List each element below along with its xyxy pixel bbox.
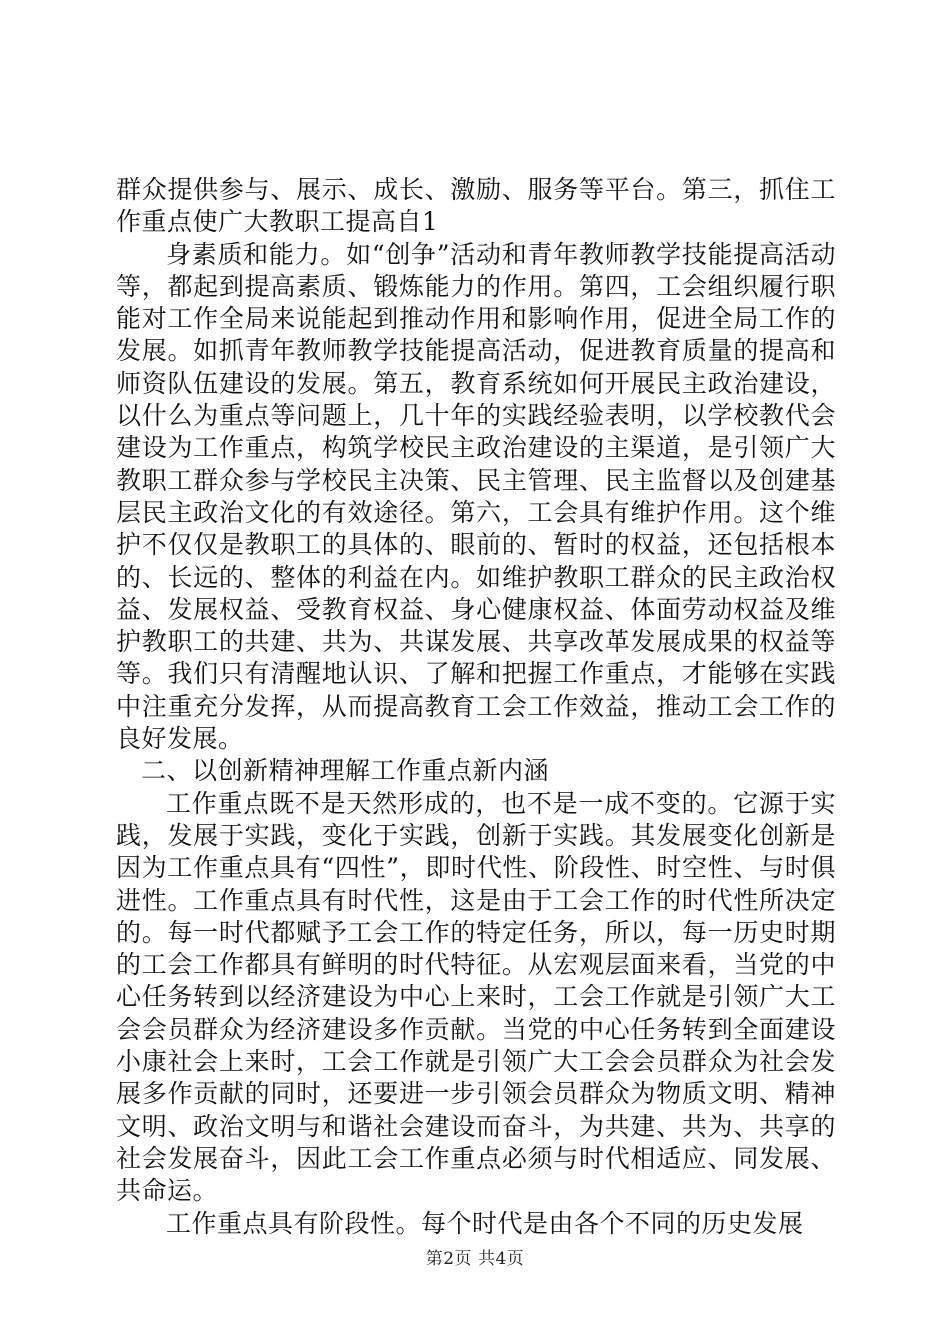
section-heading: 二、以创新精神理解工作重点新内涵 [141, 756, 550, 786]
paragraph-stage-nature: 工作重点具有阶段性。每个时代是由各个不同的历史发展 [166, 1208, 804, 1238]
paragraph-continuation: 群众提供参与、展示、成长、激励、服务等平台。第三，抓住工作重点使广大教职工提高自1 [116, 175, 836, 237]
page-number-footer: 第2页 共4页 [425, 1249, 525, 1269]
paragraph-work-focus-traits: 工作重点既不是天然形成的，也不是一成不变的。它源于实践，发展于实践，变化于实践，创新于实践。其发展变化创新是因为工作重点具有“四性”，即时代性、阶段性、时空性、与时俱进性。工作重点具有时代性，这是由于工会工作的时代性所决定的。每一时代都赋予工会工作的特定任务，所以，每一历史时期的工会工作都具有鲜明的时代特征。从宏观层面来看，当党的中心任务转到以经济建设为中心上来时，工会工作就是引领广大工会会员群众为经济建设多作贡献。当党的中心任务转到全面建设小康社会上来时，工会工作就是引领广大工会会员群众为社会发展多作贡献的同时，还要进一步引领会员群众为物质文明、精神文明、政治文明与和谐社会建设而奋斗，为共建、共为、共享的社会发展奋斗，因此工会工作重点必须与时代相适应、同发展、共命运。 [116, 788, 836, 1206]
document-body [116, 174, 836, 1240]
paragraph-union-roles: 身素质和能力。如“创争”活动和青年教师教学技能提高活动等，都起到提高素质、锻炼能力的作用。第四，工会组织履行职能对工作全局来说能起到推动作用和影响作用，促进全局工作的发展。如抓青年教师教学技能提高活动，促进教育质量的提高和师资队伍建设的发展。第五，教育系统如何开展民主政治建设，以什么为重点等问题上，几十年的实践经验表明，以学校教代会建设为工作重点，构筑学校民主政治建设的主渠道，是引领广大教职工群众参与学校民主决策、民主管理、民主监督以及创建基层民主政治文化的有效途径。第六，工会具有维护作用。这个维护不仅仅是教职工的具体的、眼前的、暂时的权益，还包括根本的、长远的、整体的利益在内。如维护教职工群众的民主政治权益、发展权益、受教育权益、身心健康权益、体面劳动权益及维护教职工的共建、共为、共谋发展、共享改革发展成果的权益等等。我们只有清醒地认识、了解和把握工作重点，才能够在实践中注重充分发挥，从而提高教育工会工作效益，推动工会工作的良好发展。 [116, 239, 836, 754]
